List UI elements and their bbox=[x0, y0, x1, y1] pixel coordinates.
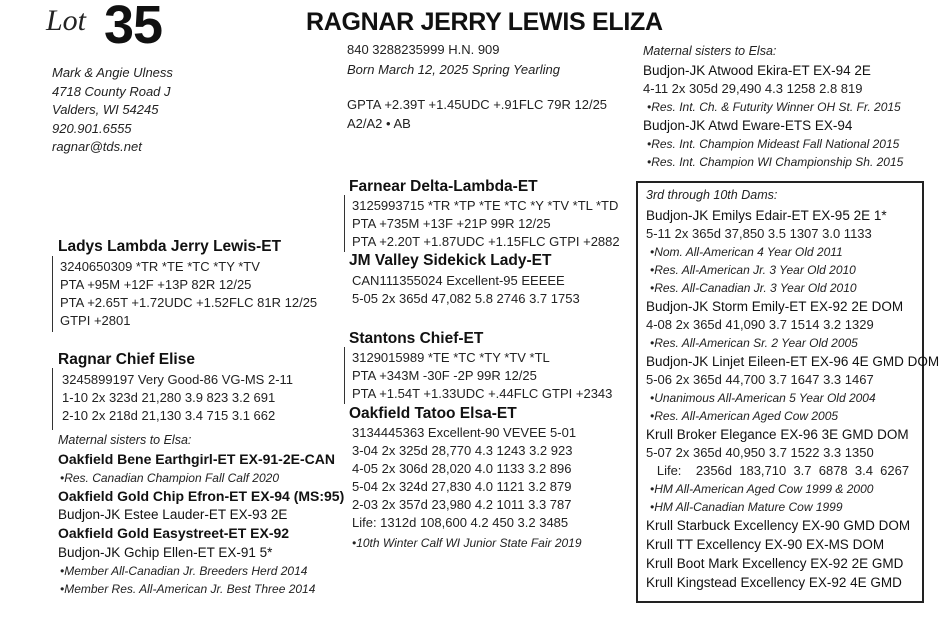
lot-number: 35 bbox=[104, 0, 163, 55]
sire-dam-details bbox=[352, 272, 580, 308]
dam-item: •Unanimous All-American 5 Year Old 2004 bbox=[650, 391, 876, 405]
dam-item: •Res. All-American Aged Cow 2005 bbox=[650, 409, 839, 423]
lot-label: Lot bbox=[46, 4, 87, 37]
sire-details bbox=[60, 258, 317, 330]
dam-dam-details bbox=[352, 424, 576, 532]
sire-sire-line: 3125993715 *TR *TP *TE *TC *Y *TV *TL *TD bbox=[352, 198, 619, 213]
owner-address bbox=[52, 64, 173, 157]
sire-sire-line: PTA +2.20T +1.87UDC +1.15FLC GTPI +2882 bbox=[352, 234, 620, 249]
sister-item: •Res. Canadian Champion Fall Calf 2020 bbox=[60, 471, 279, 485]
elsa-sister-item: •Res. Int. Champion WI Championship Sh. 2015 bbox=[647, 155, 904, 169]
dam-dam-line: 3134445363 Excellent-90 VEVEE 5-01 bbox=[352, 425, 577, 440]
dam-item: 5-11 2x 365d 37,850 3.5 1307 3.0 1133 bbox=[646, 226, 872, 241]
dam-dam-line: 5-04 2x 324d 27,830 4.0 1121 3.2 879 bbox=[352, 479, 572, 494]
dam-item: 5-06 2x 365d 44,700 3.7 1647 3.3 1467 bbox=[646, 372, 874, 387]
dam-item: •Res. All-American Sr. 2 Year Old 2005 bbox=[650, 336, 858, 350]
sire-sire-bracket bbox=[344, 195, 345, 252]
dam-sire-line: PTA +1.54T +1.33UDC +.44FLC GTPI +2343 bbox=[352, 386, 613, 401]
dam-line: 3245899197 Very Good-86 VG-MS 2-11 bbox=[62, 372, 294, 387]
dam-item: 5-07 2x 365d 40,950 3.7 1522 3.3 1350 bbox=[646, 445, 874, 460]
elsa-sister-item: Budjon-JK Atwood Ekira-ET EX-94 2E bbox=[643, 63, 871, 78]
dam-dam-line: 3-04 2x 325d 28,770 4.3 1243 3.2 923 bbox=[352, 443, 573, 458]
sire-line: 3240650309 *TR *TE *TC *TY *TV bbox=[60, 259, 260, 274]
dams-box-list bbox=[646, 206, 939, 592]
dam-line: 1-10 2x 323d 21,280 3.9 823 3.2 691 bbox=[62, 390, 276, 405]
dam-item: 4-08 2x 365d 41,090 3.7 1514 3.2 1329 bbox=[646, 317, 874, 332]
owner-city: Valders, WI 54245 bbox=[52, 102, 159, 117]
owner-street: 4718 County Road J bbox=[52, 83, 171, 99]
elsa-sisters-list bbox=[643, 62, 903, 171]
sire-dam-line: CAN111355024 Excellent-95 EEEEE bbox=[352, 273, 565, 288]
calf-registration: 840 3288235999 H.N. 909 bbox=[347, 42, 500, 57]
dam-item: Budjon-JK Emilys Edair-ET EX-95 2E 1* bbox=[646, 208, 887, 223]
dam-item: •Res. All-Canadian Jr. 3 Year Old 2010 bbox=[650, 281, 857, 295]
dam-name: Ragnar Chief Elise bbox=[58, 351, 195, 368]
dam-sire-line: PTA +343M -30F -2P 99R 12/25 bbox=[352, 368, 537, 383]
dam-sire-details bbox=[352, 349, 612, 403]
dam-details bbox=[62, 371, 293, 425]
owner-email: ragnar@tds.net bbox=[52, 139, 142, 154]
sire-sire-name: Farnear Delta-Lambda-ET bbox=[349, 178, 538, 195]
sister-item: •Member All-Canadian Jr. Breeders Herd 2014 bbox=[60, 564, 308, 578]
dam-item: Krull Boot Mark Excellency EX-92 2E GMD bbox=[646, 556, 904, 571]
dam-dam-note: •10th Winter Calf WI Junior State Fair 2019 bbox=[352, 536, 582, 550]
dam-line: 2-10 2x 218d 21,130 3.4 715 3.1 662 bbox=[62, 408, 276, 423]
sister-item: Budjon-JK Estee Lauder-ET EX-93 2E bbox=[58, 507, 288, 522]
dam-sisters-header: Maternal sisters to Elsa: bbox=[58, 433, 192, 447]
elsa-sister-item: Budjon-JK Atwd Eware-ETS EX-94 bbox=[643, 118, 853, 133]
dam-item: Budjon-JK Linjet Eileen-ET EX-96 4E GMD DOM bbox=[646, 354, 940, 369]
dam-sire-bracket bbox=[344, 347, 345, 404]
dam-item: •Nom. All-American 4 Year Old 2011 bbox=[650, 245, 843, 259]
elsa-sisters-header: Maternal sisters to Elsa: bbox=[643, 44, 777, 58]
calf-genes: A2/A2 • AB bbox=[347, 116, 411, 131]
dam-dam-line: 4-05 2x 306d 28,020 4.0 1133 3.2 896 bbox=[352, 461, 572, 476]
dam-item: Krull Broker Elegance EX-96 3E GMD DOM bbox=[646, 427, 909, 442]
calf-gpta: GPTA +2.39T +1.45UDC +.91FLC 79R 12/25 bbox=[347, 97, 608, 112]
dam-item: •HM All-Canadian Mature Cow 1999 bbox=[650, 500, 843, 514]
sire-dam-line: 5-05 2x 365d 47,082 5.8 2746 3.7 1753 bbox=[352, 291, 580, 306]
dam-item: •HM All-American Aged Cow 1999 & 2000 bbox=[650, 482, 874, 496]
dam-dam-line: 2-03 2x 357d 23,980 4.2 1011 3.3 787 bbox=[352, 497, 572, 512]
sister-item: Oakfield Gold Easystreet-ET EX-92 bbox=[58, 525, 290, 541]
dam-bracket bbox=[52, 368, 53, 430]
sister-item: Budjon-JK Gchip Ellen-ET EX-91 5* bbox=[58, 545, 273, 560]
dam-sisters-list bbox=[58, 450, 344, 598]
sister-item: Oakfield Gold Chip Efron-ET EX-94 (MS:95) bbox=[58, 488, 345, 504]
dam-sire-line: 3129015989 *TE *TC *TY *TV *TL bbox=[352, 350, 550, 365]
dam-item: Krull TT Excellency EX-90 EX-MS DOM bbox=[646, 537, 885, 552]
dam-item: Budjon-JK Storm Emily-ET EX-92 2E DOM bbox=[646, 299, 904, 314]
sister-item: Oakfield Bene Earthgirl-ET EX-91-2E-CAN bbox=[58, 451, 335, 467]
animal-title: RAGNAR JERRY LEWIS ELIZA bbox=[306, 8, 663, 36]
elsa-sister-item: 4-11 2x 305d 29,490 4.3 1258 2.8 819 bbox=[643, 81, 863, 96]
sire-dam-name: JM Valley Sidekick Lady-ET bbox=[349, 252, 552, 269]
sister-item: •Member Res. All-American Jr. Best Three 2014 bbox=[60, 582, 316, 596]
elsa-sister-item: •Res. Int. Ch. & Futurity Winner OH St. Fr. 2015 bbox=[647, 100, 901, 114]
elsa-sister-item: •Res. Int. Champion Mideast Fall National 2015 bbox=[647, 137, 900, 151]
sire-bracket bbox=[52, 256, 53, 332]
sire-sire-line: PTA +735M +13F +21P 99R 12/25 bbox=[352, 216, 551, 231]
dam-item: Life: 2356d 183,710 3.7 6878 3.4 6267 bbox=[646, 463, 910, 478]
dam-item: Krull Kingstead Excellency EX-92 4E GMD bbox=[646, 575, 902, 590]
sire-name: Ladys Lambda Jerry Lewis-ET bbox=[58, 238, 282, 255]
owner-names: Mark & Angie Ulness bbox=[52, 65, 173, 80]
owner-phone: 920.901.6555 bbox=[52, 120, 132, 136]
calf-born: Born March 12, 2025 Spring Yearling bbox=[347, 62, 560, 77]
dam-dam-name: Oakfield Tatoo Elsa-ET bbox=[349, 405, 517, 422]
dam-sire-name: Stantons Chief-ET bbox=[349, 330, 484, 347]
sire-line: PTA +2.65T +1.72UDC +1.52FLC 81R 12/25 bbox=[60, 295, 318, 310]
sire-line: GTPI +2801 bbox=[60, 313, 131, 328]
dam-dam-line: Life: 1312d 108,600 4.2 450 3.2 3485 bbox=[352, 515, 569, 530]
sire-sire-details bbox=[352, 197, 620, 251]
dam-item: •Res. All-American Jr. 3 Year Old 2010 bbox=[650, 263, 856, 277]
sire-line: PTA +95M +12F +13P 82R 12/25 bbox=[60, 277, 252, 292]
dam-item: Krull Starbuck Excellency EX-90 GMD DOM bbox=[646, 518, 911, 533]
dams-box-header: 3rd through 10th Dams: bbox=[646, 188, 778, 202]
